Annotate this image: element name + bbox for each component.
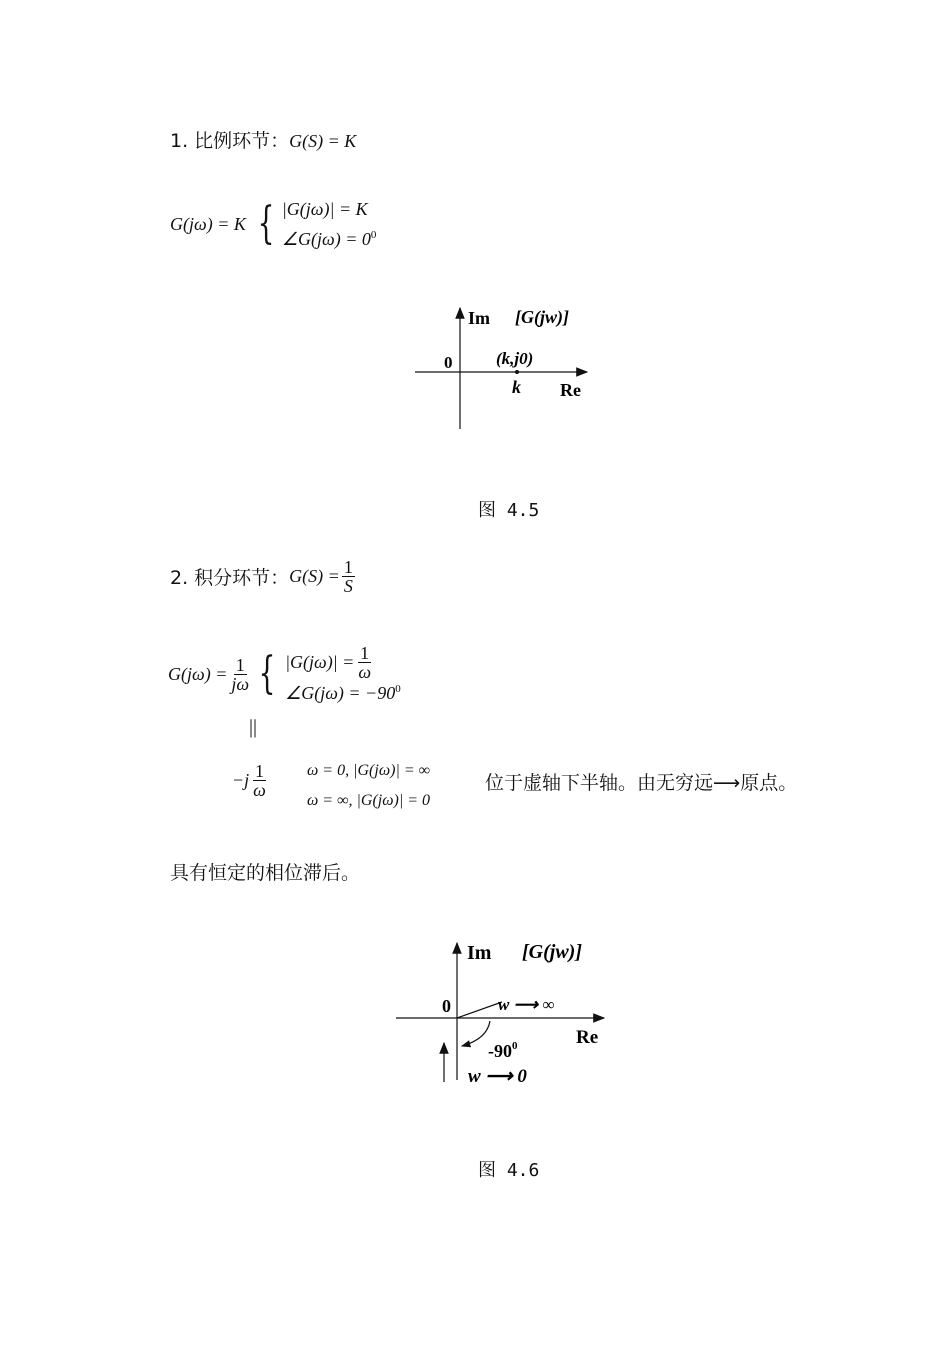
section-2-title: 2. 积分环节： — [170, 567, 290, 589]
magnitude-lhs: |G(jω)| = — [285, 652, 355, 672]
section-1-equation: G(S) = K — [289, 131, 357, 151]
figure-4-5-caption: 图 4.5 — [478, 500, 540, 521]
section-2-phase: ∠G(jω) = −90 — [285, 683, 396, 703]
negative-j: −j — [232, 770, 250, 790]
case-omega-infinity: ω = ∞, |G(jω)| = 0 — [307, 792, 431, 809]
origin-label: 0 — [444, 353, 453, 372]
section-1-phase-row — [282, 222, 376, 252]
section-2-def-fraction — [229, 656, 251, 693]
fraction-numerator: 1 — [255, 761, 265, 781]
g-label: [G(jw)] — [515, 307, 569, 327]
section-2-equation-fraction — [342, 558, 355, 595]
negative-j-fraction — [251, 762, 268, 799]
limit-cases — [307, 756, 430, 816]
angle-label — [488, 1040, 518, 1061]
section-1-phase-sup: 0 — [370, 229, 377, 241]
w-to-infinity: w ⟶ ∞ — [498, 995, 555, 1014]
fraction-numerator: 1 — [235, 654, 245, 675]
section-2-definition — [168, 644, 401, 704]
g-label: [G(jw)] — [522, 941, 582, 963]
section-2-phase-row — [285, 683, 401, 704]
location-note: 位于虚轴下半轴。由无穷远⟶原点。 — [485, 772, 798, 794]
figure-4-5 — [400, 296, 600, 436]
origin-label: 0 — [442, 996, 451, 1016]
fraction-numerator: 1 — [343, 557, 353, 577]
re-label: Re — [576, 1027, 599, 1048]
brace-icon: { — [257, 198, 275, 249]
fraction-denominator: ω — [358, 662, 372, 682]
point-label: (k,j0) — [496, 349, 534, 368]
w-to-zero: w ⟶ 0 — [468, 1066, 527, 1087]
section-1-phase: ∠G(jω) = 0 — [281, 229, 371, 249]
re-label: Re — [560, 380, 581, 400]
equivalence-bars: || — [249, 716, 258, 738]
section-1-title: 1. 比例环节： — [170, 130, 290, 152]
phase-ray — [457, 1002, 502, 1018]
fraction-denominator: jω — [231, 673, 250, 694]
magnitude-fraction — [356, 644, 373, 681]
brace-icon: { — [258, 648, 276, 699]
section-1-def-lhs: G(jω) = K — [170, 213, 246, 234]
figure-4-6 — [390, 935, 615, 1095]
section-1-definition — [170, 196, 376, 252]
point-k — [515, 370, 519, 374]
k-label: k — [512, 377, 521, 397]
fraction-numerator: 1 — [360, 643, 370, 663]
section-2-magnitude — [285, 644, 401, 681]
im-label: Im — [467, 942, 492, 964]
angle-arc — [462, 1021, 490, 1046]
negative-j-term — [232, 762, 270, 799]
im-label: Im — [468, 308, 490, 328]
section-2-def-lhs: G(jω) = — [168, 663, 228, 684]
fraction-denominator: S — [343, 576, 353, 596]
section-2-equation-lhs: G(S) = — [289, 566, 340, 586]
section-1-cases — [282, 196, 376, 252]
section-2-cases — [285, 644, 401, 704]
fraction-denominator: ω — [253, 780, 266, 800]
case-omega-zero: ω = 0, |G(jω)| = ∞ — [307, 762, 431, 779]
section-1-heading — [170, 126, 356, 153]
section-2-phase-sup: 0 — [395, 683, 401, 695]
angle-sup: 0 — [512, 1040, 518, 1052]
phase-lag-remark: 具有恒定的相位滞后。 — [170, 862, 361, 884]
figure-4-6-caption: 图 4.6 — [478, 1160, 540, 1181]
angle-value: -90 — [488, 1041, 512, 1061]
section-1-magnitude: |G(jω)| = K — [281, 199, 368, 219]
section-2-heading — [170, 558, 357, 595]
